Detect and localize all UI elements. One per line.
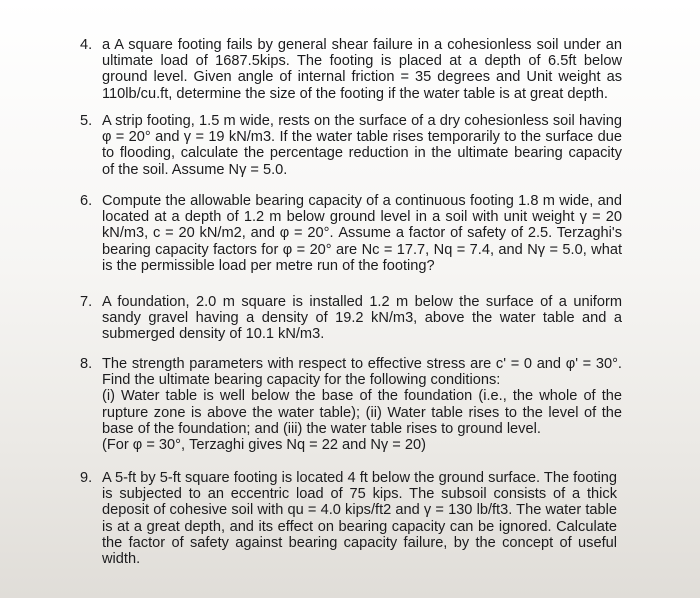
problem-text: Compute the allowable bearing capacity of a continuous footing 1.8 m wide, and located at a depth of 1.2 m below ground level in a soil with unit weight γ = 20 kN/m3, c = 20 kN/m2, and φ = 20°. Assume a factor of safety of 2.5. Terzaghi's bearing capacity factors for φ = 20° are Nc = 17.7, Nq = 7.4, and Nγ = 5.0, what is the permissible load per metre run of the footing? — [102, 193, 622, 274]
problem-note: (For φ = 30°, Terzaghi gives Nq = 22 and Nγ = 20) — [102, 437, 426, 454]
problem-text: A foundation, 2.0 m square is installed 1.2 m below the surface of a uniform sandy gravel having a density of 19.2 kN/m3, above the water table and a submerged density of 10.1 kN/m3. — [102, 294, 622, 343]
problem-number: 8. — [80, 356, 93, 372]
problem-number: 7. — [80, 294, 93, 310]
problem-text: A strip footing, 1.5 m wide, rests on the surface of a dry cohesionless soil having φ = 20° and γ = 19 kN/m3. If the water table rises temporarily to the surface due to flooding, calculate the percentage reduction in the ultimate bearing capacity of the soil. Assume Nγ = 5.0. — [102, 113, 622, 178]
problem-text: A 5-ft by 5-ft square footing is located 4 ft below the ground surface. The footing is subjected to an eccentric load of 75 kips. The subsoil consists of a thick deposit of cohesive soil with qu = 4.0 kips/ft2 and γ = 130 lb/ft3. The water table is at a great depth, and its effect on bearing capacity can be ignored. Calculate the factor of safety against bearing capacity failure, by the concept of useful width. — [102, 470, 617, 568]
problem-number: 9. — [80, 470, 93, 486]
problem-number: 6. — [80, 193, 93, 209]
problem-text — [102, 356, 622, 453]
problem-intro: The strength parameters with respect to effective stress are c' = 0 and φ' = 30°. Find the ultimate bearing capacity for the following conditions: — [102, 356, 622, 389]
problem-conditions: (i) Water table is well below the base of the foundation (i.e., the whole of the rupture zone is above the water table); (ii) Water table rises to the level of the base of the foundation; and (iii) the water table rises to ground level. — [102, 388, 622, 437]
problem-number: 4. — [80, 37, 93, 53]
problem-number: 5. — [80, 113, 93, 129]
problem-text: a A square footing fails by general shear failure in a cohesionless soil under an ultimate load of 1687.5kips. The footing is placed at a depth of 6.5ft below ground level. Given angle of internal friction = 35 degrees and Unit weight as 110lb/cu.ft, determine the size of the footing if the water table is at great depth. — [102, 37, 622, 102]
